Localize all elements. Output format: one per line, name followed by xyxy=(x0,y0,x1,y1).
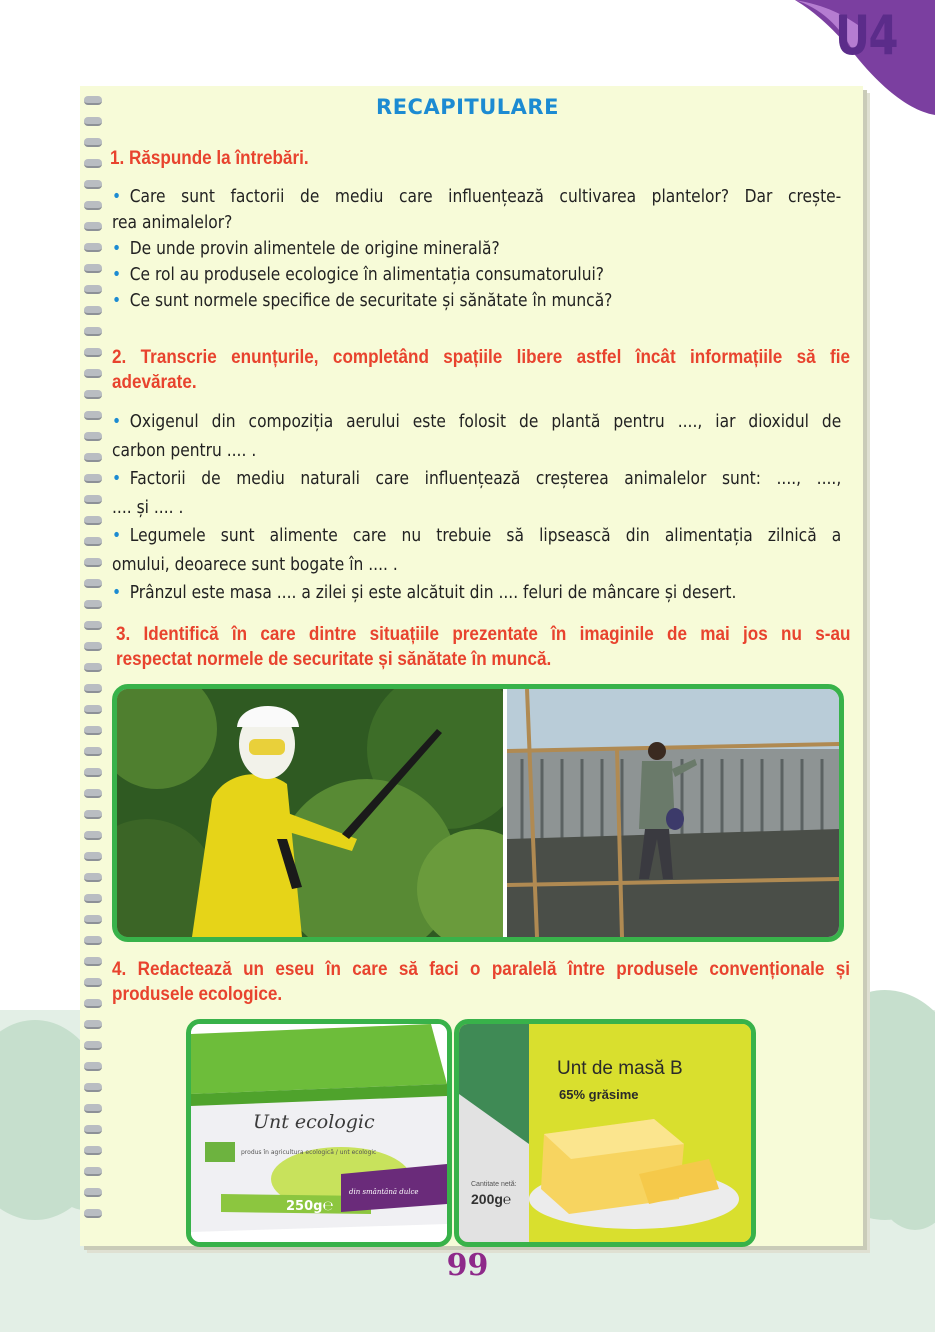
spiral-ring xyxy=(84,474,102,483)
bullet-icon: • xyxy=(112,582,122,603)
page-number: 99 xyxy=(446,1248,489,1283)
bullet-icon: • xyxy=(112,290,122,311)
unit-label: U4 xyxy=(835,4,897,67)
spiral-ring xyxy=(84,810,102,819)
spiral-ring xyxy=(84,852,102,861)
bullet-icon: • xyxy=(112,264,122,285)
list-item: • Prânzul este masa .... a zilei și este alcătuit din .... feluri de mâncare și desert. xyxy=(112,582,737,603)
spiral-ring xyxy=(84,1104,102,1113)
list-item: • Ce rol au produsele ecologice în alimentația consumatorului? xyxy=(112,264,605,285)
spiral-ring xyxy=(84,1020,102,1029)
spiral-ring xyxy=(84,579,102,588)
spiral-ring xyxy=(84,453,102,462)
spiral-ring xyxy=(84,180,102,189)
spiral-ring xyxy=(84,957,102,966)
product-conventional-weight: 200g℮ xyxy=(471,1191,512,1207)
spiral-ring xyxy=(84,1146,102,1155)
spiral-ring xyxy=(84,432,102,441)
bullet-icon: • xyxy=(112,468,122,489)
spiral-ring xyxy=(84,159,102,168)
spiral-ring xyxy=(84,411,102,420)
spiral-ring xyxy=(84,894,102,903)
spiral-ring xyxy=(84,1083,102,1092)
spiral-ring xyxy=(84,390,102,399)
page-title: RECAPITULARE xyxy=(376,95,559,119)
spiral-ring xyxy=(84,516,102,525)
spiral-ring xyxy=(84,936,102,945)
spiral-ring xyxy=(84,768,102,777)
product-ecologic-image xyxy=(191,1024,447,1242)
spiral-ring xyxy=(84,663,102,672)
spiral-ring xyxy=(84,684,102,693)
exercise-4-heading: 4. Redactează un eseu în care să faci o paralelă între produsele convenționale și produsele ecologice. xyxy=(112,959,850,1005)
spiral-ring xyxy=(84,348,102,357)
bullet-icon: • xyxy=(112,238,122,259)
exercise-1-heading: 1. Răspunde la întrebări. xyxy=(110,148,309,169)
spiral-ring xyxy=(84,726,102,735)
product-ecologic-frame xyxy=(186,1019,452,1247)
list-item: • Factorii de mediu naturali care influențează creșterea animalelor sunt: ...., ...., .... și .... . xyxy=(112,468,842,518)
list-item: • Legumele sunt alimente care nu trebuie să lipsească din alimentația zilnică a omului, deoarece sunt bogate în .... . xyxy=(112,525,842,575)
spiral-ring xyxy=(84,789,102,798)
product-conventional-fat: 65% grăsime xyxy=(559,1087,639,1102)
spiral-ring xyxy=(84,138,102,147)
product-ecologic-tag: din smântână dulce xyxy=(349,1188,419,1196)
product-ecologic-weight: 250g℮ xyxy=(286,1199,334,1214)
spiral-ring xyxy=(84,978,102,987)
spiral-ring xyxy=(84,705,102,714)
spiral-ring xyxy=(84,537,102,546)
product-ecologic-subtitle: produs în agricultura ecologică / unt ecologic xyxy=(241,1149,377,1156)
product-conventional-name: Unt de masă B xyxy=(557,1058,683,1079)
list-item: • De unde provin alimentele de origine minerală? xyxy=(112,238,500,259)
spiral-ring xyxy=(84,369,102,378)
exercise-2-list xyxy=(112,408,841,608)
spiral-ring xyxy=(84,915,102,924)
product-conventional-frame xyxy=(454,1019,756,1247)
product-conventional-image xyxy=(459,1024,751,1242)
list-item: • Oxigenul din compoziția aerului este folosit de plantă pentru ...., iar dioxidul de carbon pentru .... . xyxy=(112,411,842,461)
list-item: • Ce sunt normele specifice de securitate și sănătate în muncă? xyxy=(112,290,613,311)
spiral-ring xyxy=(84,222,102,231)
photo-frame xyxy=(112,684,844,942)
spiral-ring xyxy=(84,1125,102,1134)
photo-unprotected-worker xyxy=(507,689,839,937)
exercise-1-list xyxy=(112,184,841,314)
product-ecologic-name: Unt ecologic xyxy=(253,1111,375,1133)
notebook-spiral xyxy=(84,96,110,1236)
photo-protected-worker xyxy=(117,689,503,937)
spiral-ring xyxy=(84,873,102,882)
exercise-3-heading: 3. Identifică în care dintre situațiile prezentate în imaginile de mai jos nu s-au respectat normele de securitate și sănătate în muncă. xyxy=(116,624,851,670)
spiral-ring xyxy=(84,600,102,609)
spiral-ring xyxy=(84,327,102,336)
spiral-ring xyxy=(84,621,102,630)
spiral-ring xyxy=(84,1062,102,1071)
spiral-ring xyxy=(84,642,102,651)
bullet-icon: • xyxy=(112,411,122,432)
spiral-ring xyxy=(84,201,102,210)
spiral-ring xyxy=(84,1209,102,1218)
spiral-ring xyxy=(84,1188,102,1197)
spiral-ring xyxy=(84,495,102,504)
list-item: • Care sunt factorii de mediu care influențează cultivarea plantelor? Dar crește- rea animalelor? xyxy=(112,186,842,233)
bullet-icon: • xyxy=(112,186,122,207)
spiral-ring xyxy=(84,1041,102,1050)
spiral-ring xyxy=(84,264,102,273)
bullet-icon: • xyxy=(112,525,122,546)
spiral-ring xyxy=(84,243,102,252)
spiral-ring xyxy=(84,285,102,294)
spiral-ring xyxy=(84,747,102,756)
spiral-ring xyxy=(84,999,102,1008)
exercise-2-heading: 2. Transcrie enunțurile, completând spațiile libere astfel încât informațiile să fie adevărate. xyxy=(112,347,850,393)
product-conventional-qty-label: Cantitate netă: xyxy=(471,1181,517,1188)
spiral-ring xyxy=(84,831,102,840)
spiral-ring xyxy=(84,558,102,567)
spiral-ring xyxy=(84,1167,102,1176)
spiral-ring xyxy=(84,306,102,315)
